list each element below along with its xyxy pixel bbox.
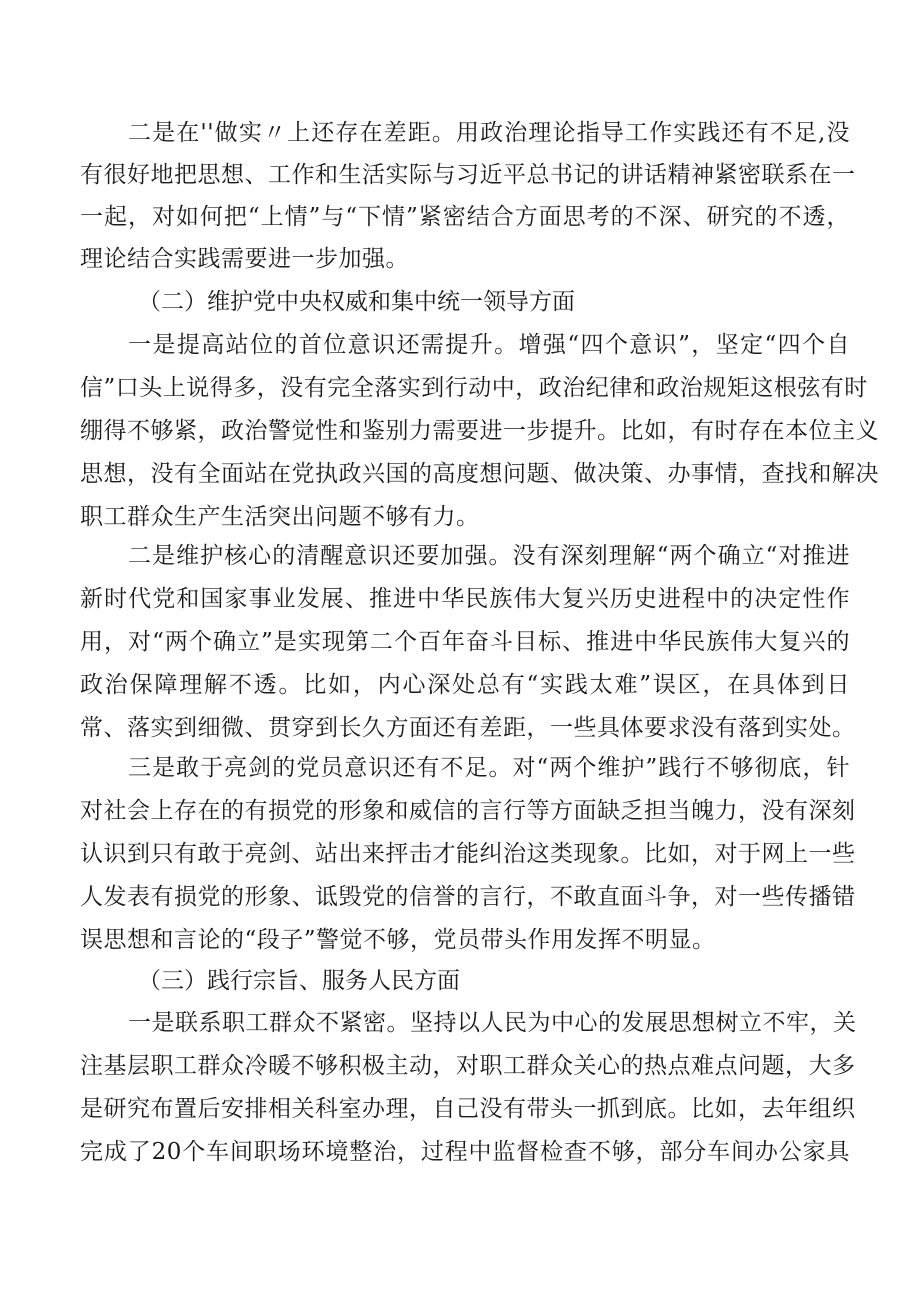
paragraph-5-line-1: 一是联系职工群众不紧密。坚持以人民为中心的发展思想树立不牢，关 <box>128 1010 857 1036</box>
paragraph-3-line-3: 用，对“两个确立”是实现第二个百年奋斗目标、推进中华民族伟大复兴的 <box>80 629 850 655</box>
paragraph-2-line-3: 绷得不够紧，政治警觉性和鉴别力需要进一步提升。比如，有时存在本位主义 <box>80 418 879 444</box>
paragraph-1-line-2: 有很好地把思想、工作和生活实际与习近平总书记的讲话精神紧密联系在一 <box>80 162 856 188</box>
paragraph-1-line-3: 一起，对如何把“上情”与“下情”紧密结合方面思考的不深、研究的不透， <box>80 204 850 230</box>
paragraph-1-line-1: 二是在''做实〃上还存在差距。用政治理论指导工作实践还有不足,没 <box>128 120 850 146</box>
paragraph-3-line-2: 新时代党和国家事业发展、推进中华民族伟大复兴历史进程中的决定性作 <box>80 586 850 612</box>
paragraph-3-line-4: 政治保障理解不透。比如，内心深处总有“实践太难”误区，在具体到日 <box>80 672 850 698</box>
paragraph-4-line-1: 三是敢于亮剑的党员意识还有不足。对“两个维护”践行不够彻底，针 <box>128 755 850 781</box>
paragraph-3-line-1: 二是维护核心的清醒意识还要加强。没有深刻理解“两个确立“对推进 <box>128 543 850 569</box>
paragraph-5-line-2: 注基层职工群众冷暖不够积极主动，对职工群众关心的热点难点问题，大多 <box>80 1053 856 1079</box>
paragraph-4-line-2: 对社会上存在的有损党的形象和威信的言行等方面缺乏担当魄力，没有深刻 <box>80 798 856 824</box>
paragraph-3-line-5: 常、落实到细微、贯穿到长久方面还有差距，一些具体要求没有落到实处。 <box>80 715 856 741</box>
paragraph-2-line-1: 一是提高站位的首位意识还需提升。增强“四个意识”，坚定“四个自 <box>128 332 850 358</box>
paragraph-2-line-2: 信”口头上说得多，没有完全落实到行动中，政治纪律和政治规矩这根弦有时 <box>80 375 868 401</box>
paragraph-2-line-4: 思想，没有全面站在党执政兴国的高度想问题、做决策、办事情，查找和解决 <box>80 461 879 487</box>
section-heading-2: （二）维护党中央权威和集中统一领导方面 <box>138 289 575 315</box>
paragraph-4-line-4: 人发表有损党的形象、诋毁党的信誉的言行，不敢直面斗争，对一些传播错 <box>80 884 856 910</box>
section-heading-3: （三）践行宗旨、服务人民方面 <box>138 968 460 994</box>
paragraph-5-line-4: 完成了20个车间职场环境整治，过程中监督检查不够，部分车间办公家具 <box>80 1139 850 1165</box>
paragraph-4-line-3: 认识到只有敢于亮剑、站出来抨击才能纠治这类现象。比如，对于网上一些 <box>80 841 856 867</box>
paragraph-4-line-5: 误思想和言论的“段子”警觉不够，党员带头作用发挥不明显。 <box>80 927 716 953</box>
paragraph-1-line-4: 理论结合实践需要进一步加强。 <box>80 246 409 272</box>
paragraph-5-line-3: 是研究布置后安排相关科室办理，自己没有带头一抓到底。比如，去年组织 <box>80 1096 856 1122</box>
paragraph-2-line-5: 职工群众生产生活突出问题不够有力。 <box>80 504 480 530</box>
